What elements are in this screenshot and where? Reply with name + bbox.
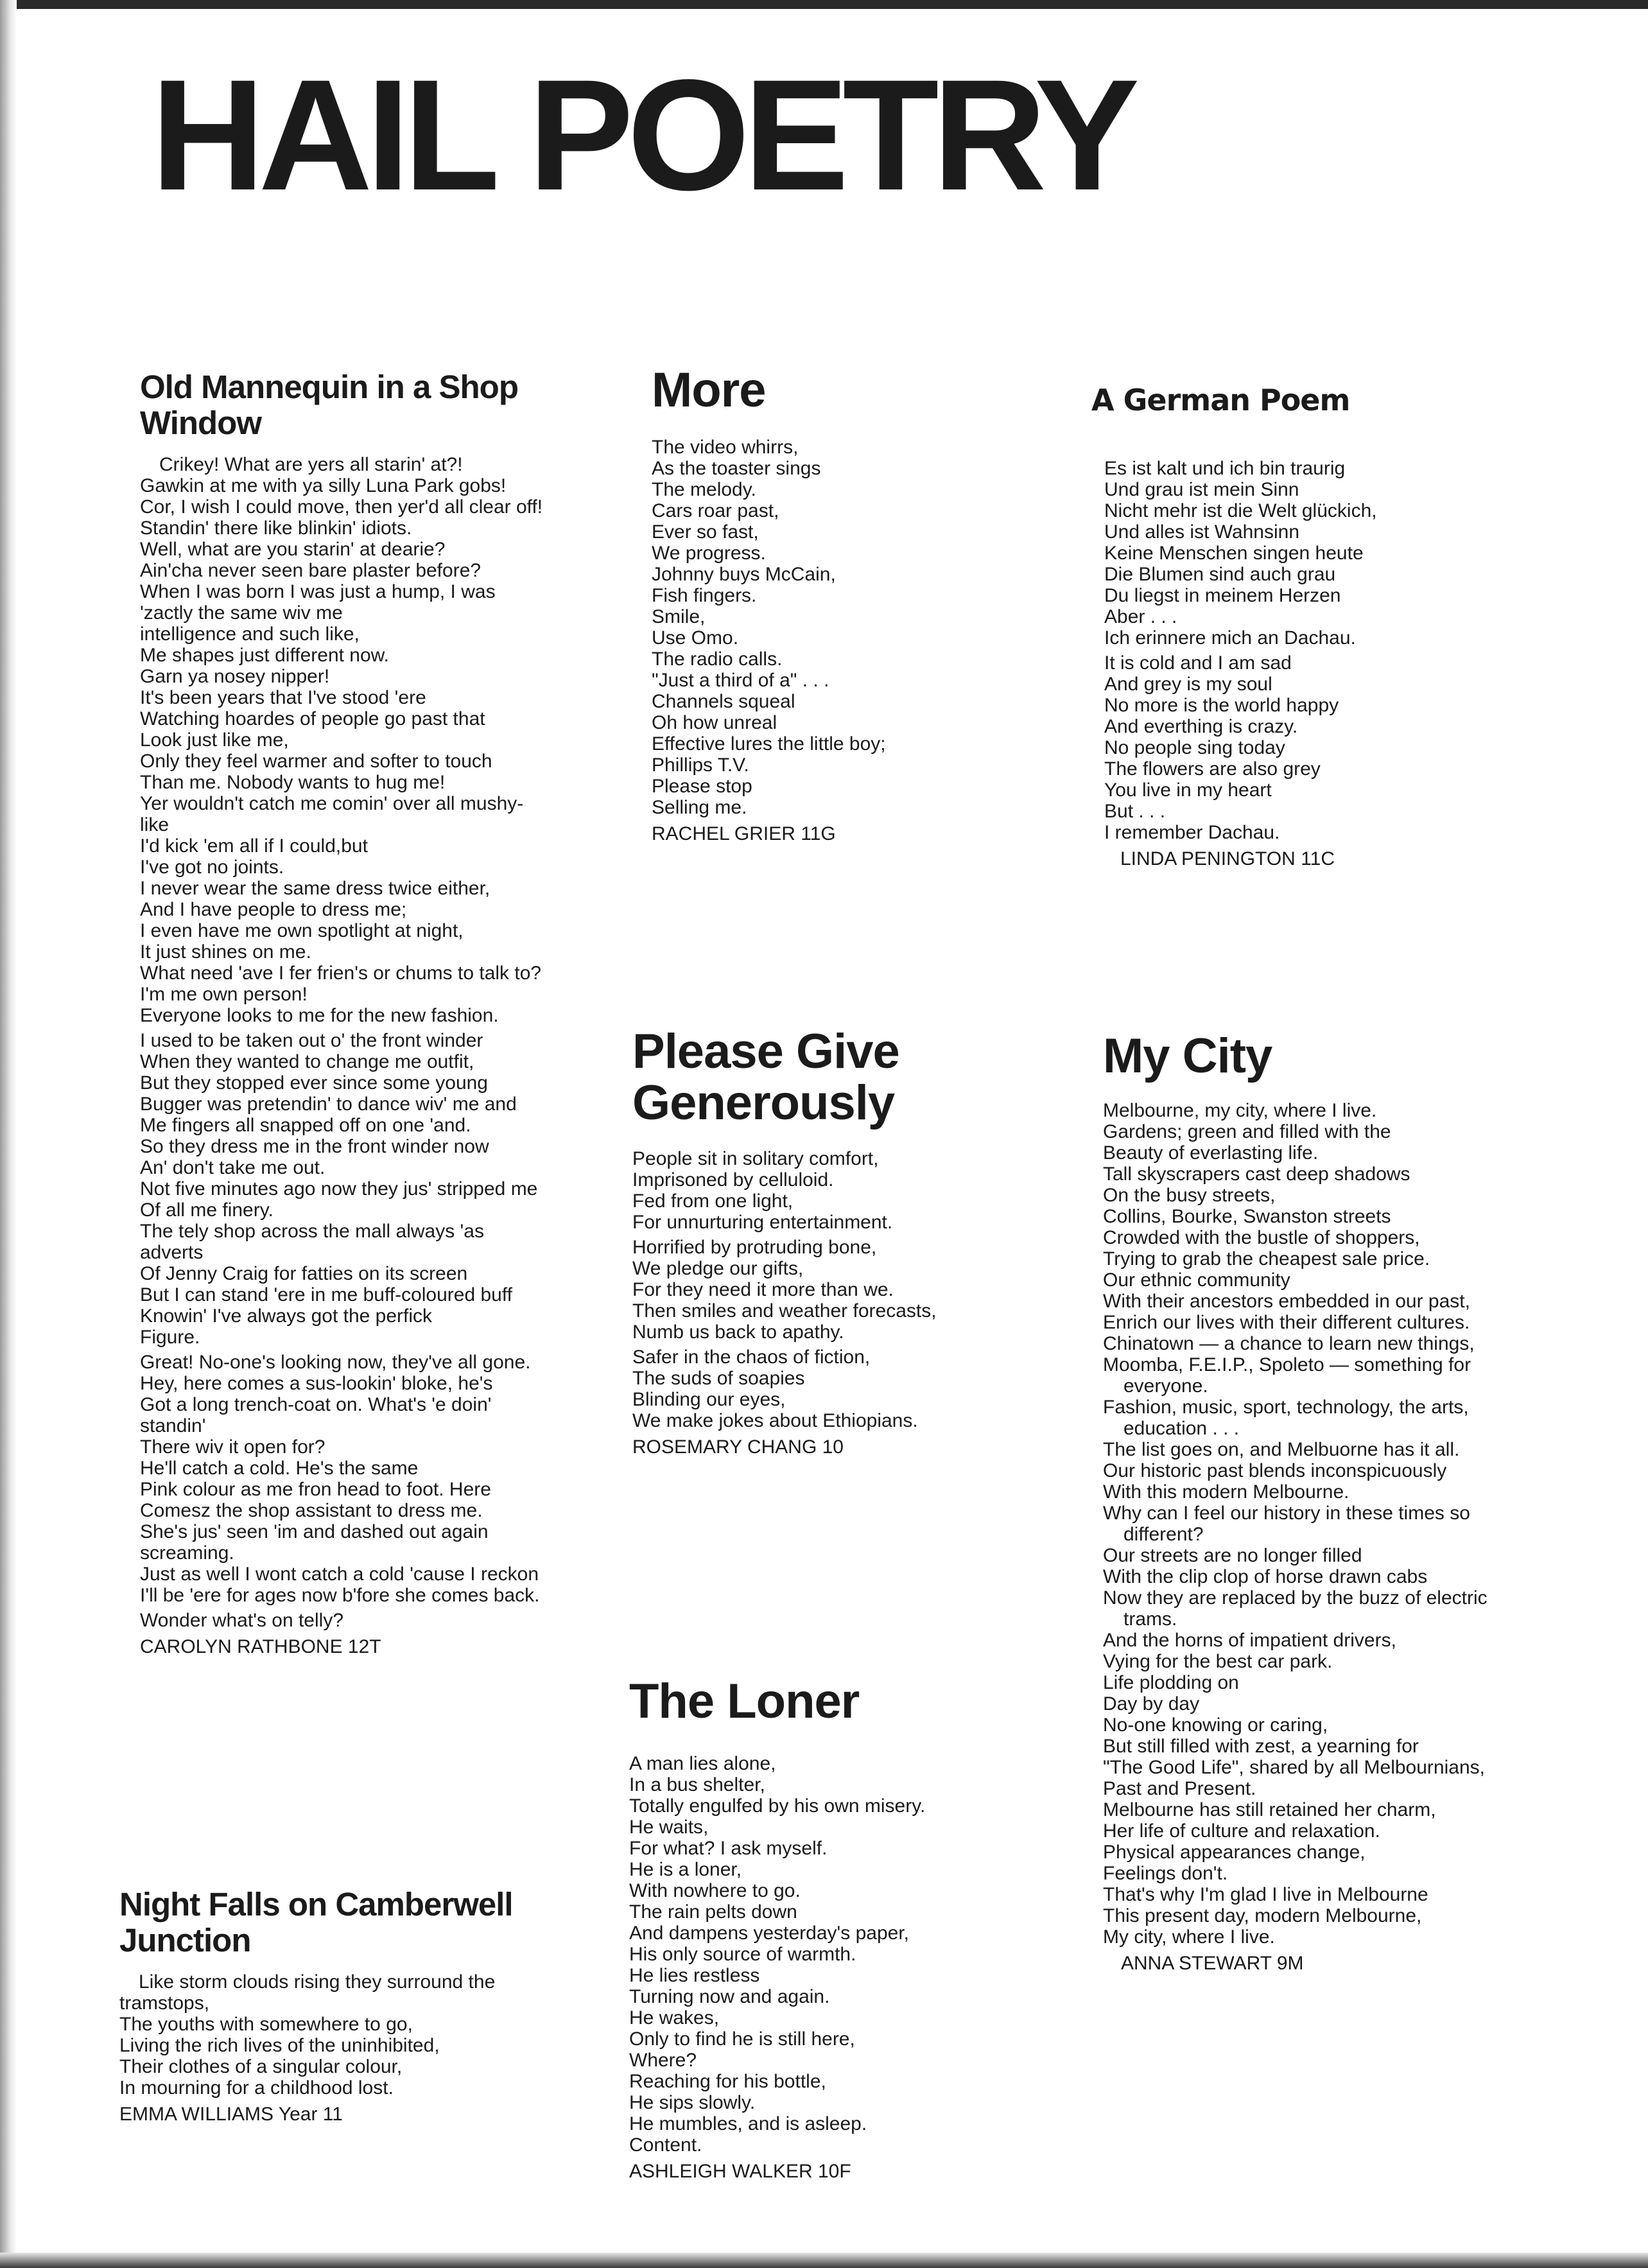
poem-line: Ich erinnere mich an Dachau.: [1104, 627, 1356, 649]
poem-line: different?: [1123, 1524, 1204, 1545]
poem-body: [119, 1971, 582, 2098]
poem-line: Well, what are you starin' at dearie?: [140, 539, 446, 560]
poem-line: Only to find he is still here,: [629, 2028, 855, 2050]
poem-line: The radio calls.: [652, 649, 783, 670]
poem-line: She's jus' seen 'im and dashed out again: [140, 1521, 489, 1542]
poem-line: With the clip clop of horse drawn cabs: [1103, 1566, 1428, 1587]
poem-line: Watching hoardes of people go past that: [140, 708, 485, 729]
poem-line: Fish fingers.: [652, 585, 757, 606]
page-edge-top: [0, 0, 1648, 9]
poem-line: "Just a third of a" . . .: [652, 670, 829, 691]
poem-line: I'm me own person!: [140, 984, 308, 1005]
poem-line: In a bus shelter,: [629, 1774, 765, 1795]
poem-line: It is cold and I am sad: [1104, 652, 1292, 674]
poem-line: Crikey! What are yers all starin' at?!: [159, 454, 463, 475]
poem-line: Blinding our eyes,: [632, 1389, 786, 1410]
poem-line: Gardens; green and filled with the: [1103, 1121, 1391, 1142]
poem-line: Totally engulfed by his own misery.: [629, 1795, 926, 1817]
poem-line: I remember Dachau.: [1104, 822, 1280, 843]
poem-line: I used to be taken out o' the front winder: [140, 1030, 483, 1051]
poem-author: ANNA STEWART 9M: [1121, 1953, 1304, 1974]
poem-line: Of all me finery.: [140, 1199, 273, 1221]
poem-line: We pledge our gifts,: [632, 1258, 804, 1279]
poem-line: Ain'cha never seen bare plaster before?: [140, 560, 481, 581]
poem-line: Selling me.: [652, 797, 747, 818]
poem-line: It's been years that I've stood 'ere: [140, 687, 426, 708]
poem-line: The youths with somewhere to go,: [119, 2014, 413, 2035]
poem-line: Content.: [629, 2134, 702, 2156]
poem-line: He lies restless: [629, 1965, 760, 1986]
poem-line: Collins, Bourke, Swanston streets: [1103, 1206, 1391, 1227]
poem-a-german-poem: [1091, 382, 1502, 870]
poem-line: tramstops,: [119, 1993, 210, 2014]
poem-line: adverts: [140, 1242, 204, 1263]
poem-line: Tall skyscrapers cast deep shadows: [1103, 1164, 1410, 1185]
poem-line: And dampens yesterday's paper,: [629, 1923, 909, 1944]
poem-line: Than me. Nobody wants to hug me!: [140, 772, 446, 793]
poem-line: What need 'ave I fer frien's or chums to talk to?: [140, 963, 542, 984]
poem-line: For what? I ask myself.: [629, 1838, 828, 1859]
poem-line: A man lies alone,: [629, 1753, 776, 1774]
poem-line: Knowin' I've always got the perfick: [140, 1305, 433, 1327]
poem-line: When they wanted to change me outfit,: [140, 1051, 474, 1072]
poem-please-give-generously: [632, 1026, 1050, 1458]
poem-line: Effective lures the little boy;: [652, 733, 886, 755]
poem-body: [140, 454, 589, 1631]
poem-line: The rain pelts down: [629, 1901, 797, 1923]
poem-line: Die Blumen sind auch grau: [1104, 564, 1336, 585]
poem-line: Why can I feel our history in these times so: [1103, 1503, 1470, 1524]
poem-line: Vying for the best car park.: [1103, 1651, 1333, 1672]
poem-line: Ever so fast,: [652, 521, 759, 543]
poem-line: Du liegst in meinem Herzen: [1104, 585, 1341, 606]
poem-line: Got a long trench-coat on. What's 'e doin': [140, 1394, 492, 1415]
poem-line: But they stopped ever since some young: [140, 1072, 488, 1094]
poem-line: The flowers are also grey: [1104, 758, 1321, 780]
poem-line: I never wear the same dress twice either,: [140, 878, 490, 899]
poem-line: Keine Menschen singen heute: [1104, 543, 1364, 564]
poem-line: Hey, here comes a sus-lookin' bloke, he's: [140, 1373, 493, 1394]
poem-line: Numb us back to apathy.: [632, 1322, 844, 1343]
page-edge-bottom: [0, 2253, 1648, 2268]
poem-line: Safer in the chaos of fiction,: [632, 1347, 871, 1368]
poem-line: An' don't take me out.: [140, 1157, 325, 1178]
poem-body: [629, 1753, 1027, 2156]
poem-line: Fashion, music, sport, technology, the arts,: [1103, 1397, 1469, 1418]
poem-line: But I can stand 'ere in me buff-coloured buff: [140, 1284, 512, 1305]
poem-line: like: [140, 814, 169, 835]
poem-line: For they need it more than we.: [632, 1279, 894, 1300]
poem-line: Figure.: [140, 1327, 200, 1348]
poem-line: Like storm clouds rising they surround the: [139, 1971, 496, 1993]
poem-line: Our streets are no longer filled: [1103, 1545, 1362, 1566]
poem-line: Es ist kalt und ich bin traurig: [1104, 458, 1346, 479]
poem-old-mannequin: [140, 369, 589, 1658]
poem-line: Everyone looks to me for the new fashion.: [140, 1005, 499, 1026]
poem-line: Oh how unreal: [652, 712, 777, 733]
poem-body: [632, 1148, 1050, 1431]
poem-line: Smile,: [652, 606, 706, 627]
poem-line: But still filled with zest, a yearning for: [1103, 1736, 1419, 1757]
poem-author: ASHLEIGH WALKER 10F: [629, 2161, 851, 2182]
poem-line: Cor, I wish I could move, then yer'd all clear off!: [140, 496, 543, 518]
poem-body: [652, 437, 1037, 818]
poem-line: Und grau ist mein Sinn: [1104, 479, 1299, 500]
poem-line: I'll be 'ere for ages now b'fore she comes back.: [140, 1585, 540, 1606]
poem-line: Moomba, F.E.I.P., Spoleto — something for: [1103, 1354, 1471, 1375]
poem-line: Not five minutes ago now they jus' stripped me: [140, 1178, 538, 1199]
poem-line: I've got no joints.: [140, 857, 284, 878]
poem-line: trams.: [1123, 1609, 1177, 1630]
poem-line: Just as well I wont catch a cold 'cause I reckon: [140, 1564, 539, 1585]
poem-line: Look just like me,: [140, 729, 289, 751]
masthead-title: HAIL POETRY: [151, 47, 1134, 223]
poem-line: I even have me own spotlight at night,: [140, 920, 464, 941]
poem-line: Please stop: [652, 776, 752, 797]
poem-author: RACHEL GRIER 11G: [652, 823, 836, 844]
poem-line: He wakes,: [629, 2007, 720, 2028]
poem-night-falls-camberwell: [119, 1887, 582, 2125]
poem-line: No people sing today: [1104, 737, 1285, 758]
poem-line: Melbourne has still retained her charm,: [1103, 1799, 1436, 1820]
poem-line: The tely shop across the mall always 'as: [140, 1221, 484, 1242]
poem-line: You live in my heart: [1104, 780, 1272, 801]
poem-line: Great! No-one's looking now, they've all gone.: [140, 1352, 531, 1373]
poem-line: Their clothes of a singular colour,: [119, 2056, 403, 2077]
poem-line: When I was born I was just a hump, I was: [140, 581, 496, 602]
poem-line: Aber . . .: [1104, 606, 1177, 627]
poem-line: No more is the world happy: [1104, 695, 1339, 716]
poem-line: Feelings don't.: [1103, 1863, 1228, 1884]
poem-line: Our historic past blends inconspicuously: [1103, 1460, 1447, 1481]
poem-line: The video whirrs,: [652, 437, 799, 458]
poem-line: It just shines on me.: [140, 941, 311, 963]
poem-line: Und alles ist Wahnsinn: [1104, 521, 1300, 543]
poem-line: Bugger was pretendin' to dance wiv' me and: [140, 1094, 517, 1115]
poem-line: Reaching for his bottle,: [629, 2071, 826, 2092]
poem-line: Horrified by protruding bone,: [632, 1237, 877, 1258]
poem-line: I'd kick 'em all if I could,but: [140, 835, 368, 857]
poem-title: A German Poem: [1091, 383, 1350, 417]
poem-line: Fed from one light,: [632, 1191, 794, 1212]
poem-line: He waits,: [629, 1817, 709, 1838]
poem-line: standin': [140, 1415, 206, 1436]
poem-line: Garn ya nosey nipper!: [140, 666, 330, 687]
poem-line: We make jokes about Ethiopians.: [632, 1410, 918, 1431]
poem-line: education . . .: [1123, 1418, 1240, 1439]
poem-line: Trying to grab the cheapest sale price.: [1103, 1248, 1430, 1269]
poem-my-city: [1084, 1031, 1533, 1975]
poem-line: No-one knowing or caring,: [1103, 1714, 1328, 1736]
poem-line: Life plodding on: [1103, 1672, 1239, 1693]
poem-line: Me fingers all snapped off on one 'and.: [140, 1115, 471, 1136]
poem-line: For unnurturing entertainment.: [632, 1212, 893, 1233]
poem-line: Imprisoned by celluloid.: [632, 1169, 834, 1191]
poem-body: [1084, 1100, 1533, 1948]
poem-line: Standin' there like blinkin' idiots.: [140, 518, 412, 539]
poem-line: That's why I'm glad I live in Melbourne: [1103, 1884, 1428, 1905]
poem-body: [1091, 458, 1502, 843]
poem-line: People sit in solitary comfort,: [632, 1148, 879, 1169]
poem-line: Of Jenny Craig for fatties on its screen: [140, 1263, 468, 1284]
poem-line: everyone.: [1123, 1375, 1208, 1397]
poem-line: Day by day: [1103, 1693, 1200, 1714]
poem-line: He'll catch a cold. He's the same: [140, 1458, 419, 1479]
poem-line: Now they are replaced by the buzz of electric: [1103, 1587, 1488, 1609]
poem-line: Crowded with the bustle of shoppers,: [1103, 1227, 1420, 1248]
poem-line: He sips slowly.: [629, 2092, 756, 2113]
poem-line: Pink colour as me fron head to foot. Here: [140, 1479, 491, 1500]
poem-line: There wiv it open for?: [140, 1436, 325, 1458]
poem-line: Turning now and again.: [629, 1986, 830, 2007]
page-edge-left: [0, 0, 17, 2268]
poem-line: So they dress me in the front winder now: [140, 1136, 489, 1157]
poem-title: Please Give Generously: [632, 1024, 899, 1130]
poem-line: Physical appearances change,: [1103, 1842, 1366, 1863]
poem-title: Old Mannequin in a Shop Window: [140, 369, 518, 441]
poem-line: 'zactly the same wiv me: [140, 602, 343, 624]
poem-line: And grey is my soul: [1104, 674, 1272, 695]
poem-line: screaming.: [140, 1542, 234, 1564]
poem-line: With this modern Melbourne.: [1103, 1481, 1349, 1503]
poem-line: My city, where I live.: [1103, 1926, 1275, 1948]
poem-author: EMMA WILLIAMS Year 11: [119, 2104, 343, 2125]
poem-line: The list goes on, and Melbuorne has it all.: [1103, 1439, 1460, 1460]
poem-line: We progress.: [652, 543, 766, 564]
poem-line: On the busy streets,: [1103, 1185, 1276, 1206]
poem-line: Melbourne, my city, where I live.: [1103, 1100, 1377, 1121]
poem-title: Night Falls on Camberwell Junction: [119, 1886, 513, 1958]
poem-author: ROSEMARY CHANG 10: [632, 1436, 844, 1458]
poem-line: Past and Present.: [1103, 1778, 1256, 1799]
poem-line: Me shapes just different now.: [140, 645, 390, 666]
poem-line: Nicht mehr ist die Welt glückich,: [1104, 500, 1377, 521]
poem-title: My City: [1103, 1029, 1272, 1083]
poem-line: intelligence and such like,: [140, 624, 360, 645]
poem-line: Phillips T.V.: [652, 755, 749, 776]
poem-line: Cars roar past,: [652, 500, 779, 521]
poem-title: More: [652, 363, 766, 417]
poem-line: Living the rich lives of the uninhibited,: [119, 2035, 440, 2056]
poem-line: Comesz the shop assistant to dress me.: [140, 1500, 483, 1521]
poem-line: The suds of soapies: [632, 1368, 805, 1389]
poem-line: He mumbles, and is asleep.: [629, 2113, 867, 2134]
poem-title: The Loner: [629, 1674, 860, 1729]
poem-line: Our ethnic community: [1103, 1269, 1290, 1291]
poem-line: With nowhere to go.: [629, 1880, 801, 1901]
poem-line: And everthing is crazy.: [1104, 716, 1298, 737]
poem-more: [652, 365, 1037, 845]
poem-line: And I have people to dress me;: [140, 899, 407, 920]
poem-line: Then smiles and weather forecasts,: [632, 1300, 937, 1322]
poem-line: Where?: [629, 2050, 697, 2071]
poem-line: Gawkin at me with ya silly Luna Park gobs!: [140, 475, 507, 496]
poem-line: His only source of warmth.: [629, 1944, 856, 1965]
poem-line: As the toaster sings: [652, 458, 821, 479]
poem-author: LINDA PENINGTON 11C: [1120, 848, 1335, 869]
poem-line: But . . .: [1104, 801, 1166, 822]
poem-line: Channels squeal: [652, 691, 795, 712]
poem-line: In mourning for a childhood lost.: [119, 2077, 394, 2098]
poem-line: Only they feel warmer and softer to touch: [140, 751, 492, 772]
poem-line: Johnny buys McCain,: [652, 564, 836, 585]
poem-line: With their ancestors embedded in our past,: [1103, 1291, 1470, 1312]
poem-line: The melody.: [652, 479, 756, 500]
poem-line: Use Omo.: [652, 627, 739, 649]
poem-line: Yer wouldn't catch me comin' over all mushy-: [140, 793, 524, 814]
poem-line: Her life of culture and relaxation.: [1103, 1820, 1380, 1842]
poem-line: And the horns of impatient drivers,: [1103, 1630, 1396, 1651]
poem-line: This present day, modern Melbourne,: [1103, 1905, 1422, 1926]
poem-line: Chinatown — a chance to learn new things,: [1103, 1333, 1475, 1354]
poem-line: Enrich our lives with their different cultures.: [1103, 1312, 1470, 1333]
poem-line: Beauty of everlasting life.: [1103, 1142, 1319, 1164]
poem-the-loner: [629, 1676, 1027, 2183]
poem-line: "The Good Life", shared by all Melbournians,: [1103, 1757, 1485, 1778]
poem-line: Wonder what's on telly?: [140, 1610, 344, 1631]
poem-author: CAROLYN RATHBONE 12T: [140, 1636, 381, 1657]
poem-line: He is a loner,: [629, 1859, 742, 1880]
